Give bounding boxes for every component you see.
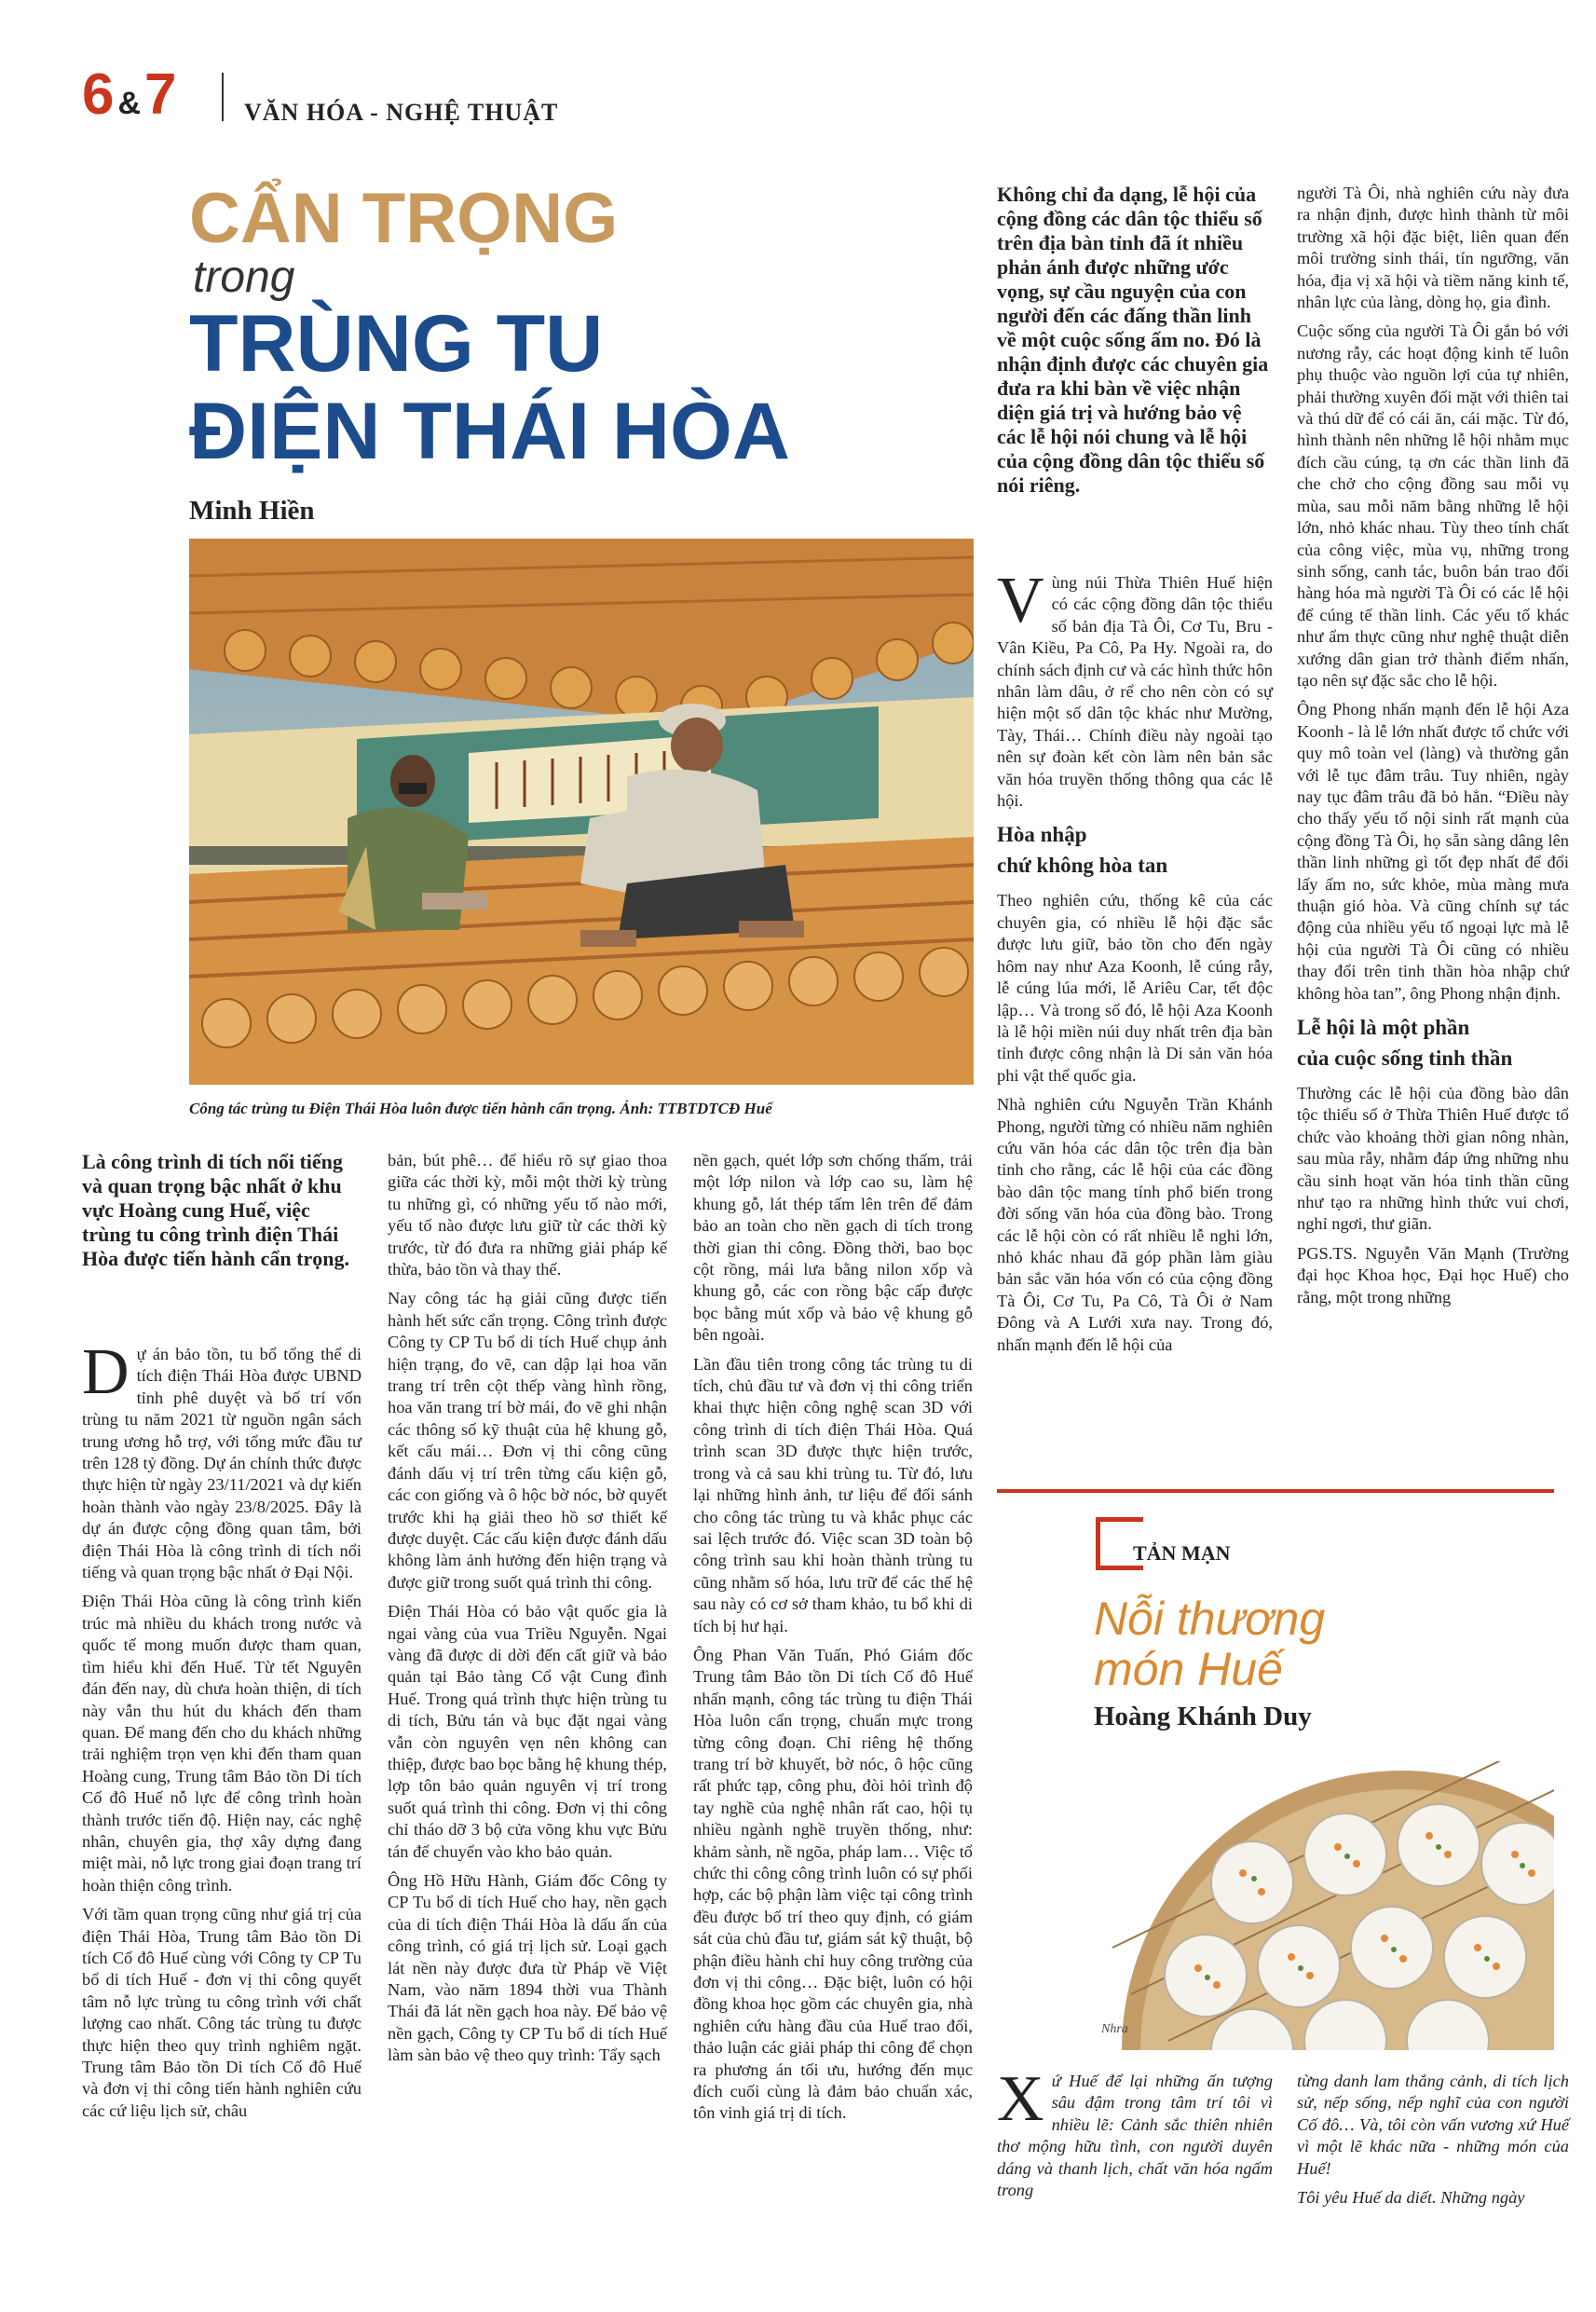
- col2-paragraph-1: bản, bút phê… để hiểu rõ sự giao thoa giữa các thời kỳ, mỗi một thời kỳ trùng tu những gì, có những yếu tố nào mới, yếu tố nào được lưu giữ từ các thời kỳ trước, từ đó đưa ra những giải pháp kế thừa, bảo tồn và thay thế.: [388, 1151, 667, 1279]
- dropcap: V: [997, 565, 1044, 636]
- col2-paragraph-4: Ông Hồ Hữu Hành, Giám đốc Công ty CP Tu bổ di tích Huế cho hay, nền gạch của di tích điện Thái Hòa là dấu ấn của công trình, có giá trị lịch sử. Loại gạch lát nền này được đưa từ Pháp về Việt Nam, vào năm 1894 thời vua Thành Thái đã lát nền gạch hoa này. Để bảo vệ nền gạch, Công ty CP Tu bổ di tích Huế làm sàn bảo vệ theo quy trình: Tẩy sạch: [388, 1871, 667, 2065]
- section-title: VĂN HÓA - NGHỆ THUẬT: [244, 99, 559, 126]
- col2-paragraph-2: Nay công tác hạ giải cũng được tiến hành hết sức cẩn trọng. Công trình được Công ty CP Tu bổ di tích Huế chụp ảnh hiện trạng, đo vẽ, can dập lại hoa văn trang trí trên cột thếp vàng hình rồng, hoa văn trang trí bờ mái, đo vẽ ghi nhận các thông số kỹ thuật của hệ khung gỗ, kết cấu mái… Đơn vị thi công cũng đánh dấu vị trí trên từng cấu kiện gỗ, các con giống và ô hộc bờ nóc, bờ quyết trước khi hạ giải theo hồ sơ thiết kế được duyệt. Các cấu kiện được đánh dấu không làm ảnh hưởng đến hiện trạng và được giữ trong suốt quá trình thi công.: [388, 1289, 667, 1592]
- photo-caption: Công tác trùng tu Điện Thái Hòa luôn được tiến hành cẩn trọng. Ảnh: TTBTDTCĐ Huế: [189, 1100, 772, 1117]
- tanman-label: TẢN MẠN: [1129, 1541, 1235, 1566]
- dropcap: D: [82, 1336, 130, 1408]
- festival-lead: Không chỉ đa dạng, lễ hội của cộng đồng các dân tộc thiểu số trên địa bàn tỉnh đã ít nhiều phản ánh được những ước vọng, sự cầu nguyện của con người đến các đấng thần linh về một cuộc sống ấm no. Đó là nhận định được các chuyên gia đưa ra khi bàn về việc nhận diện giá trị và hướng bảo vệ các lễ hội nói chung và lễ hội của cộng đồng dân tộc thiểu số nói riêng.: [997, 183, 1269, 497]
- tanman-title-line-1: Nỗi thương: [1094, 1593, 1326, 1645]
- tanman-paragraph-3: Tôi yêu Huế da diết. Những ngày: [1297, 2188, 1525, 2208]
- col1-paragraph-1: Dự án bảo tồn, tu bổ tổng thể di tích điện Thái Hòa được UBND tỉnh phê duyệt và bố trí vốn trùng tu năm 2021 từ nguồn ngân sách trung ương hỗ trợ, với tổng mức đầu tư trên 128 tỷ đồng. Dự án chính thức được thực hiện từ ngày 23/11/2021 và dự kiến hoàn thành vào ngày 23/8/2025. Đây là dự án được cộng đồng quan tâm, bởi điện Thái Hòa là công trình di tích nổi tiếng và quan trọng bậc nhất ở Đại Nội.: [82, 1336, 361, 1582]
- title-line-4: ĐIỆN THÁI HÒA: [189, 387, 790, 476]
- page-number-right: 7: [144, 62, 177, 127]
- col3-paragraph-3: Ông Phan Văn Tuấn, Phó Giám đốc Trung tâm Bảo tồn Di tích Cố đô Huế nhấn mạnh, công tác trùng tu điện Thái Hòa luôn cẩn trọng, chuẩn mực trong từng công đoạn. Chỉ riêng hệ thống trang trí bờ khuyết, bờ nóc, ô hộc cũng rất phức tạp, công phu, đòi hỏi trình độ tay nghề của nghệ nhân rất cao, hội tụ nhiều ngành nghề truyền thống, như: khảm sành, nề ngõa, pháp lam… Việc tổ chức thi công công trình luôn có sự phối hợp, các bộ phận làm việc tại công trình đều được bố trí theo quy định, có giám sát của chủ đầu tư, giám sát kỹ thuật, bộ phận điều hành chỉ huy công trường của đơn vị thi công… Đặc biệt, luôn có hội đồng khoa học gồm các chuyên gia, nhà nghiên cứu hàng đầu của Huế trao đổi, thảo luận các giải pháp thi công để chọn ra phương án tối ưu, hướng đến mục đích cuối cùng là đảm bảo chuẩn xác, tôn vinh giá trị di tích.: [693, 1645, 973, 2123]
- tanman-paragraph-1: Xứ Huế để lại những ấn tượng sâu đậm trong tâm trí tôi vì nhiều lẽ: Cảnh sắc thiên nhiên thơ mộng hữu tình, con người duyên dáng và thanh lịch, chất văn hóa ngấm trong: [997, 2063, 1273, 2200]
- food-illustration: [1094, 1761, 1554, 2050]
- festival-paragraph-5: Cuộc sống của người Tà Ôi gắn bó với nương rẫy, các hoạt động kinh tế luôn phụ thuộc vào nguồn lợi của tự nhiên, phải thường xuyên đối mặt với thiên tai và thú dữ để có cái ăn, cái mặc. Từ đó, hình thành nên những lễ hội nhằm mục đích cầu cúng, tạ ơn các thần linh đã che chở cho cộng đồng sau mỗi vụ mùa, sau mỗi năm bằng những lễ hội lớn, nhỏ khác nhau. Tùy theo tính chất của công việc, mùa vụ, những trong sinh sống, canh tác, buôn bán trao đổi hàng hóa mà người Tà Ôi có các lễ hội để cúng tế thần linh. Các yếu tố khác như ẩm thực cũng như nghệ thuật diễn xướng dân gian trở thành điểm nhấn, tạo nên sự đặc sắc cho lễ hội.: [1297, 321, 1569, 690]
- festival-column-2: [1297, 183, 1569, 1316]
- article-column-2: [388, 1150, 667, 2074]
- festival-subheading-2: Lễ hội là một phần của cuộc sống tinh thần: [1297, 1016, 1513, 1071]
- festival-paragraph-7: Thường các lễ hội của đồng bào dân tộc thiểu số ở Thừa Thiên Huế được tổ chức vào khoảng thời gian nông nhàn, sau mùa rẫy, nhằm đáp ứng những nhu cầu sinh hoạt văn hóa tinh thần cũng như tạo ra những hình thức vui chơi, nghỉ ngơi, thư giãn.: [1297, 1084, 1569, 1234]
- page-number: [82, 62, 177, 128]
- tanman-column-2: [1297, 2071, 1569, 2216]
- festival-column-1: [997, 565, 1273, 1363]
- banh-beo-illustration: [1094, 1761, 1554, 2050]
- dropcap: X: [997, 2063, 1044, 2135]
- festival-paragraph-4: người Tà Ôi, nhà nghiên cứu này đưa ra nhận định, được hình thành từ môi trường xã hội đặc biệt, liên quan đến môi trường sinh thái, tín ngưỡng, văn hóa, địa vị xã hội và tiềm năng kinh tế, nhân lực của làng, dòng họ, gia đình.: [1297, 184, 1569, 312]
- festival-paragraph-2: Theo nghiên cứu, thống kê của các chuyên gia, có nhiều lễ hội đặc sắc được lưu giữ, bảo tồn cho đến ngày hôm nay như Aza Koonh, lễ cúng rẫy, lễ cúng lúa mới, lễ Ariêu Car, tết độc lập… Và trong số đó, lễ hội Aza Koonh là lễ hội miền núi duy nhất trên địa bàn tỉnh được công nhận là Di sản văn hóa phi vật thể quốc gia.: [997, 891, 1273, 1085]
- col1-paragraph-2: Điện Thái Hòa cũng là công trình kiến trúc mà nhiều du khách trong nước và quốc tế mong muốn được tham quan, tìm hiểu khi đến Huế. Từ tết Nguyên đán đến nay, dù chưa hoàn thiện, di tích này vẫn thu hút du khách đến tham quan. Để mang đến cho du khách những trải nghiệm trọn vẹn khi đến tham quan Hoàng cung, Trung tâm Bảo tồn Di tích Cố đô Huế nỗ lực để công trình hoàn thành trước tiến độ. Hiện nay, các nghệ nhân, chuyên gia, thợ xây dựng đang miệt mài, nỗ lực trong giai đoạn trang trí hoàn thiện công trình.: [82, 1592, 361, 1895]
- tanman-divider: [997, 1489, 1554, 1493]
- article-column-3: [693, 1150, 973, 2132]
- page-number-amp: &: [117, 86, 142, 121]
- festival-paragraph-8: PGS.TS. Nguyễn Văn Mạnh (Trường đại học Khoa học, Đại học Huế) cho rằng, một trong những: [1297, 1243, 1569, 1306]
- title-line-1: CẨN TRỌNG: [189, 179, 619, 258]
- festival-subheading-1: Hòa nhập chứ không hòa tan: [997, 823, 1168, 878]
- illustration-signature: Nhra: [1101, 2022, 1128, 2036]
- tanman-title-line-2: món Huế: [1094, 1643, 1283, 1695]
- festival-paragraph-6: Ông Phong nhấn mạnh đến lễ hội Aza Koonh - là lễ lớn nhất được tổ chức với quy mô toàn vel (làng) và thường gắn với lễ tục đâm trâu. Tuy nhiên, ngày nay tục đâm trâu đã bỏ hẳn. “Điều này cho thấy yếu tố nội sinh rất mạnh của cộng đồng Tà Ôi, họ sẵn sàng dâng lên thần linh những gì tốt đẹp nhất để đổi lấy ấm no, sức khỏe, mùa màng mưa thuận gió hòa. Và cũng chính sự tác động của nhiều yếu tố ngoại lực mà lễ hội của người Tà Ôi cũng có nhiều thay đổi trên tinh thần hòa nhập chứ không hòa tan”, ông Phong nhận định.: [1297, 700, 1569, 1003]
- article-title: [189, 179, 790, 476]
- page-number-left: 6: [82, 62, 115, 127]
- festival-paragraph-1: Vùng núi Thừa Thiên Huế hiện có các cộng đồng dân tộc thiểu số bản địa Tà Ôi, Cơ Tu, Bru - Vân Kiều, Pa Cô, Pa Hy. Ngoài ra, do chính sách định cư và các hình thức hôn nhân làm dâu, ở rể cho nên còn có sự hiện một số dân tộc khác như Mường, Tày, Thái… Chính điều này ngoài tạo nên sự đoàn kết còn làm nên bản sắc văn hóa truyền thống thông qua các lễ hội.: [997, 565, 1273, 811]
- col3-paragraph-2: Lần đầu tiên trong công tác trùng tu di tích, chủ đầu tư và đơn vị thi công triển khai thực hiện công nghệ scan 3D với công trình di tích điện Thái Hòa. Quá trình scan 3D được thực hiện trước, trong và cả sau khi trùng tu. Từ đó, lưu lại những hình ảnh, tư liệu để đối sánh cho công tác trùng tu và khắc phục các sai lệch trước đó. Việc scan 3D toàn bộ công trình sau khi hoàn thành trùng tu cũng nhằm số hóa, lưu trữ để các thế hệ sau này có cơ sở tham khảo, tu bổ khi di tích bị hư hại.: [693, 1354, 973, 1635]
- tanman-paragraph-2: từng danh lam thắng cảnh, di tích lịch sử, nếp sống, nếp nghĩ của con người Cố đô… Và, tôi còn vấn vương xứ Huế vì một lẽ khác nữa - những món của Huế!: [1297, 2072, 1569, 2178]
- tanman-title: [1094, 1594, 1325, 1694]
- article-lead: Là công trình di tích nổi tiếng và quan trọng bậc nhất ở khu vực Hoàng cung Huế, việc trùng tu công trình điện Thái Hòa được tiến hành cẩn trọng.: [82, 1150, 349, 1270]
- col1-paragraph-3: Với tầm quan trọng cũng như giá trị của điện Thái Hòa, Trung tâm Bảo tồn Di tích Cố đô Huế cùng với Công ty CP Tu bổ di tích Huế - đơn vị thi công quyết tâm nỗ lực trùng tu công trình với chất lượng cao nhất. Công tác trùng tu được thực hiện theo quy trình nghiêm ngặt. Trung tâm Bảo tồn Di tích Cố đô Huế và đơn vị thi công tiến hành nghiên cứu các cứ liệu lịch sử, châu: [82, 1905, 361, 2120]
- header-divider: [222, 73, 224, 121]
- col3-paragraph-1: nền gạch, quét lớp sơn chống thấm, trải một lớp nilon và lớp cao su, làm hệ khung gỗ, lát thép tấm lên trên để đảm bảo an toàn cho nền gạch di tích trong thời gian thi công. Đồng thời, bao bọc cột rồng, mái lưa bằng nilon xốp và khung gỗ, các con rồng bậc cấp được bọc bằng mút xốp và bảo vệ khung gỗ bên ngoài.: [693, 1151, 973, 1345]
- restoration-workers-photo: [189, 539, 974, 1085]
- festival-paragraph-3: Nhà nghiên cứu Nguyễn Trần Khánh Phong, người từng có nhiều năm nghiên cứu văn hóa các dân tộc trên địa bàn tỉnh cho rằng, các lễ hội của các đồng bào dân tộc mang tính phổ biến trong đời sống văn hóa của đồng bào. Trong các lễ hội còn có rất nhiều lễ nghi lớn, nhỏ khác nhau đã góp phần làm giàu bản sắc văn hóa vốn có của cộng đồng Tà Ôi, Cơ Tu, Pa Cô, Tà Ôi ở Nam Đông và A Lưới xưa nay. Trong đó, nhấn mạnh đến lễ hội của: [997, 1095, 1273, 1354]
- article-column-1: [82, 1336, 361, 2129]
- title-line-2: trong: [193, 253, 295, 302]
- article-author: Minh Hiền: [189, 496, 315, 526]
- main-photo: [189, 539, 974, 1085]
- tanman-author: Hoàng Khánh Duy: [1094, 1702, 1312, 1731]
- col2-paragraph-3: Điện Thái Hòa có bảo vật quốc gia là ngai vàng của vua Triều Nguyễn. Ngai vàng đã được di dời đến cất giữ và bảo quản tại Bảo tàng Cổ vật Cung đình Huế. Trong quá trình thực hiện trùng tu di tích, Bửu tán và bục đặt ngai vàng vẫn còn nguyên vẹn nên không can thiệp, được bao bọc bằng hệ khung thép, lợp tôn bảo quản nguyên vị trí trong suốt quá trình thi công. Đơn vị thi công chỉ tháo dỡ 3 bộ cửa võng khu vực Bửu tán để chuyển vào kho bảo quản.: [388, 1602, 667, 1861]
- tanman-column-1: [997, 2063, 1273, 2209]
- title-line-3: TRÙNG TU: [189, 299, 604, 389]
